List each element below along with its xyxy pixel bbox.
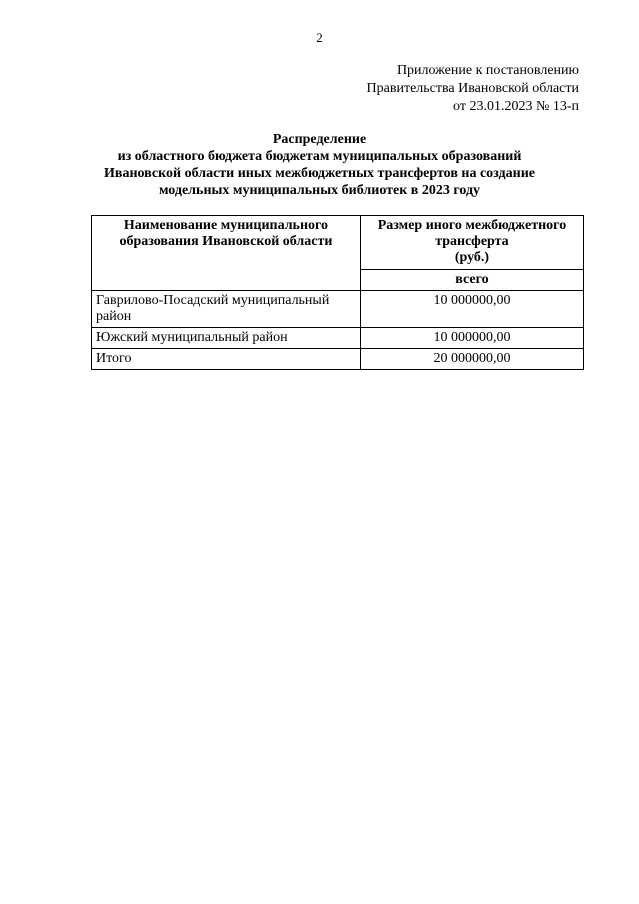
title-line-1: Распределение [272, 132, 367, 147]
table-row [92, 291, 584, 328]
header-total: всего [360, 269, 583, 290]
row-amount: 10 000000,00 [360, 328, 583, 349]
appendix-line-2: Правительства Ивановской области [366, 81, 579, 96]
header-municipality: Наименование муниципального образования Ивановской области [92, 216, 361, 291]
row-municipality-name: Гаврилово-Посадский муниципальный район [92, 291, 361, 328]
row-municipality-name: Южский муниципальный район [92, 328, 361, 349]
document-title [0, 131, 639, 199]
title-line-4: модельных муниципальных библиотек в 2023 году [158, 183, 481, 198]
title-line-3: Ивановской области иных межбюджетных трансфертов на создание [104, 166, 535, 181]
header-amount-line-1: Размер иного межбюджетного [377, 218, 567, 233]
appendix-heading [367, 62, 579, 116]
title-line-2: из областного бюджета бюджетам муниципальных образований [117, 149, 522, 164]
total-amount: 20 000000,00 [360, 349, 583, 370]
row-amount: 10 000000,00 [360, 291, 583, 328]
distribution-table [91, 215, 584, 370]
appendix-line-3: от 23.01.2023 № 13-п [453, 99, 579, 114]
page-number: 2 [316, 30, 323, 45]
header-amount [360, 216, 583, 270]
total-label: Итого [92, 349, 361, 370]
table-row [92, 328, 584, 349]
appendix-line-1: Приложение к постановлению [396, 63, 579, 78]
table-total-row [92, 349, 584, 370]
header-amount-line-3: (руб.) [454, 250, 490, 265]
table-header-row [92, 216, 584, 270]
header-amount-line-2: трансферта [435, 234, 509, 249]
